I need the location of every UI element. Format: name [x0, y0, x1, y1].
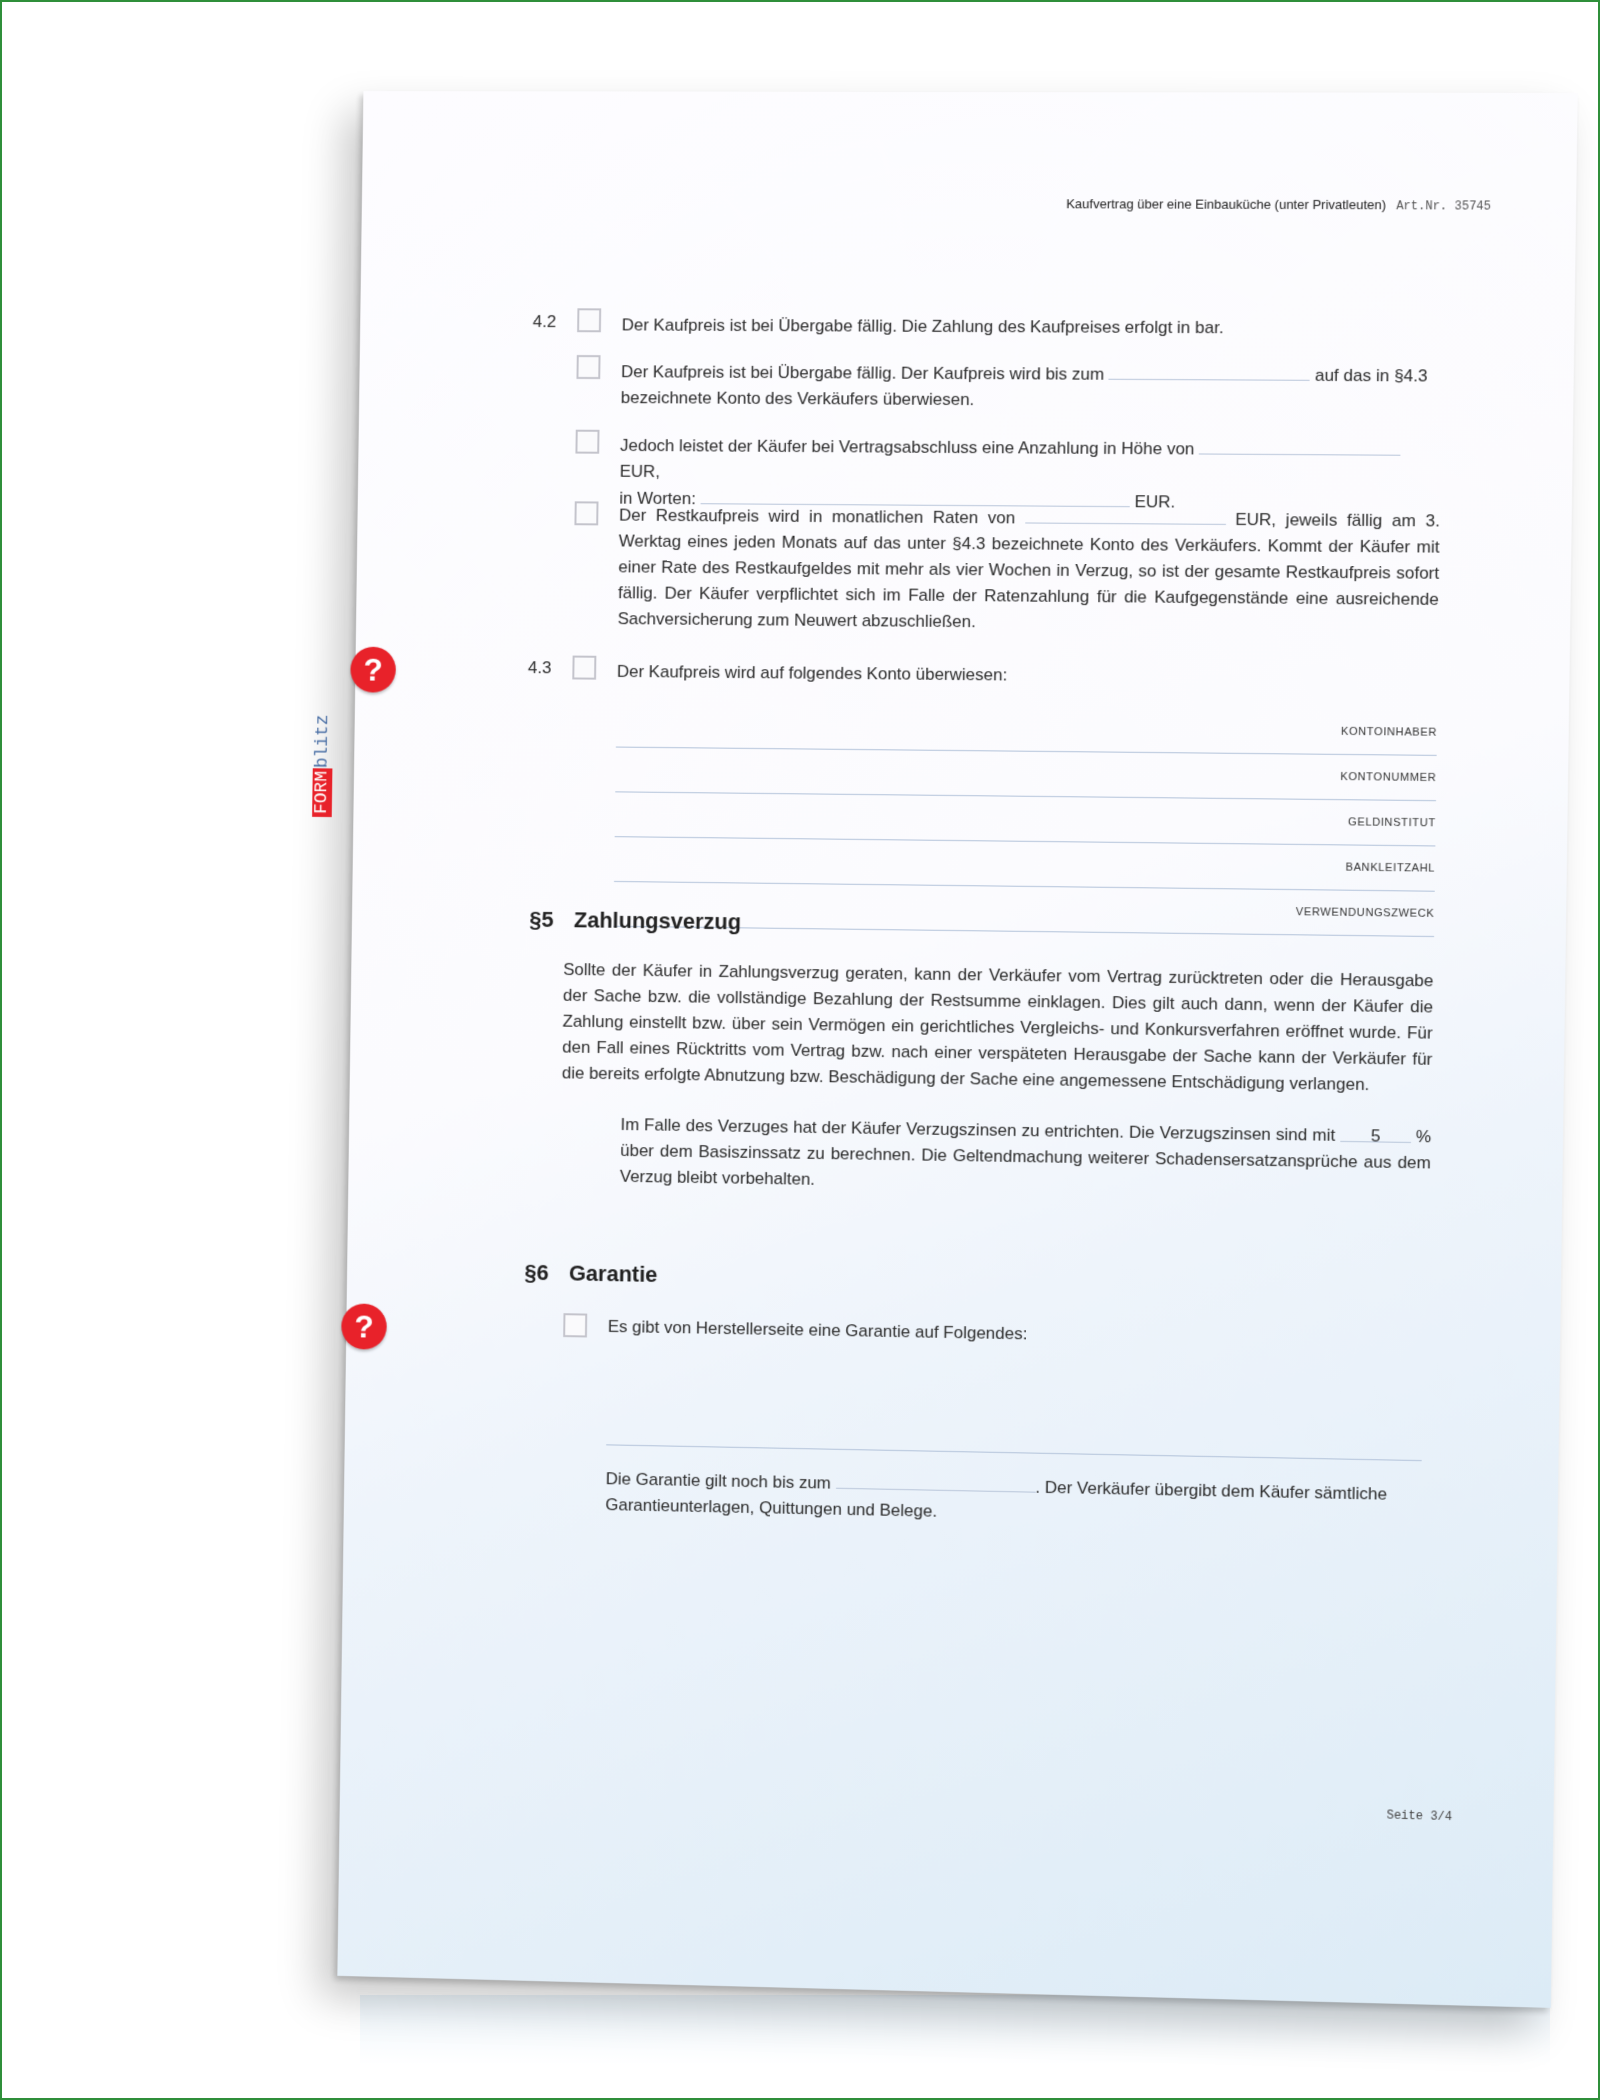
checkbox-4-2-transfer[interactable] — [576, 355, 600, 379]
interest-rate-field[interactable]: 5 — [1340, 1123, 1411, 1143]
section-6-number: §6 — [524, 1259, 549, 1286]
page-reflection — [360, 1995, 1550, 2065]
formblitz-logo: FORMblitz — [312, 698, 335, 817]
clause-number-4-3: 4.3 — [527, 658, 552, 678]
section-5-title: Zahlungsverzug — [573, 907, 742, 935]
warranty-date-field[interactable] — [836, 1470, 1036, 1493]
section-6-title: Garantie — [568, 1260, 658, 1287]
warranty-validity-text: Die Garantie gilt noch bis zum . Der Verkäufer übergibt dem Käufer sämtliche Garantieunterlagen, Quittungen und Belege. — [605, 1469, 1388, 1521]
installment-amount-field[interactable] — [1025, 504, 1226, 524]
checkbox-warranty[interactable] — [563, 1313, 587, 1337]
option-installments-text: Der Restkaufpreis wird in monatlichen Raten von EUR, jeweils fällig am 3. Werktag eines jeden Monats auf das unter §4.3 bezeichnete Konto des Verkäufers. Kommt der Käufer mit einer Rate des Restkaufgeldes mit mehr als vier Wochen in Verzug, so ist der gesamte Restkaufpreis sofort fällig. Der Käufer verpflichtet sich im Falle der Ratenzahlung für die Kaufgegenstände eine ausreichende Sachversicherung zum Neuwert abzuschließen. — [617, 505, 1441, 632]
warranty-items-field[interactable] — [606, 1430, 1422, 1461]
section-5-number: §5 — [529, 906, 554, 932]
document-title: Kaufvertrag über eine Einbauküche (unter Privatleuten) — [1066, 196, 1387, 213]
article-number: Art.Nr. 35745 — [1396, 199, 1492, 214]
account-intro-text: Der Kaufpreis wird auf folgendes Konto überwiesen: — [616, 661, 1008, 685]
option-transfer-text: Der Kaufpreis ist bei Übergabe fällig. Der Kaufpreis wird bis zum auf das in §4.3 bezeichnete Konto des Verkäufers überwiesen. — [620, 362, 1428, 410]
label-purpose: VERWENDUNGSZWECK — [1295, 906, 1435, 920]
page-header — [1066, 196, 1491, 213]
warranty-intro-text: Es gibt von Herstellerseite eine Garantie auf Folgendes: — [607, 1316, 1028, 1344]
checkbox-4-2-installments[interactable] — [574, 501, 598, 525]
label-account-holder: KONTOINHABER — [1340, 725, 1438, 739]
checkbox-4-3[interactable] — [572, 656, 596, 680]
deposit-amount-field[interactable] — [1199, 435, 1401, 455]
document-page — [312, 91, 1577, 2008]
checkbox-4-2-bar[interactable] — [577, 308, 601, 332]
clause-number-4-2: 4.2 — [532, 312, 557, 332]
option-bar-text: Der Kaufpreis ist bei Übergabe fällig. Die Zahlung des Kaufpreises erfolgt in bar. — [621, 315, 1224, 338]
option-deposit-text: Jedoch leistet der Käufer bei Vertragsabschluss eine Anzahlung in Höhe von EUR, in Worten: EUR. — [619, 432, 1441, 517]
transfer-date-field[interactable] — [1109, 361, 1310, 381]
page-number: Seite 3/4 — [1386, 1808, 1453, 1825]
label-account-number: KONTONUMMER — [1340, 770, 1437, 785]
section-5-paragraph-2: Im Falle des Verzuges hat der Käufer Verzugszinsen zu entrichten. Die Verzugszinsen sind mit 5 % über dem Basiszinssatz zu berechnen. Die Geltendmachung weiterer Schadensersatzansprüche aus dem Verzug bleibt vorbehalten. — [619, 1115, 1432, 1189]
help-icon[interactable]: ? — [350, 647, 396, 693]
label-bank: GELDINSTITUT — [1348, 816, 1436, 830]
label-bank-code: BANKLEITZAHL — [1345, 861, 1436, 875]
help-icon[interactable]: ? — [341, 1303, 387, 1349]
section-5-paragraph-1: Sollte der Käufer in Zahlungsverzug geraten, kann der Verkäufer vom Vertrag zurücktreten oder die Herausgabe der Sache bzw. die vollständige Bezahlung der Restsumme einklagen. Dies gilt auch dann, wenn der Käufer die Zahlung einstellt bzw. über sein Vermögen ein gerichtliches Vergleichs- und Konkursverfahren eröffnet wurde. Für den Fall eines Rücktritts vom Vertrag bzw. nach einer verspäteten Herausgabe der Sache kann der Verkäufer für die bereits erfolgte Abnutzung bzw. Beschädigung der Sache eine angemessene Entschädigung verlangen. — [561, 959, 1434, 1095]
bank-details-block — [613, 719, 1437, 937]
checkbox-4-2-deposit[interactable] — [575, 430, 599, 454]
